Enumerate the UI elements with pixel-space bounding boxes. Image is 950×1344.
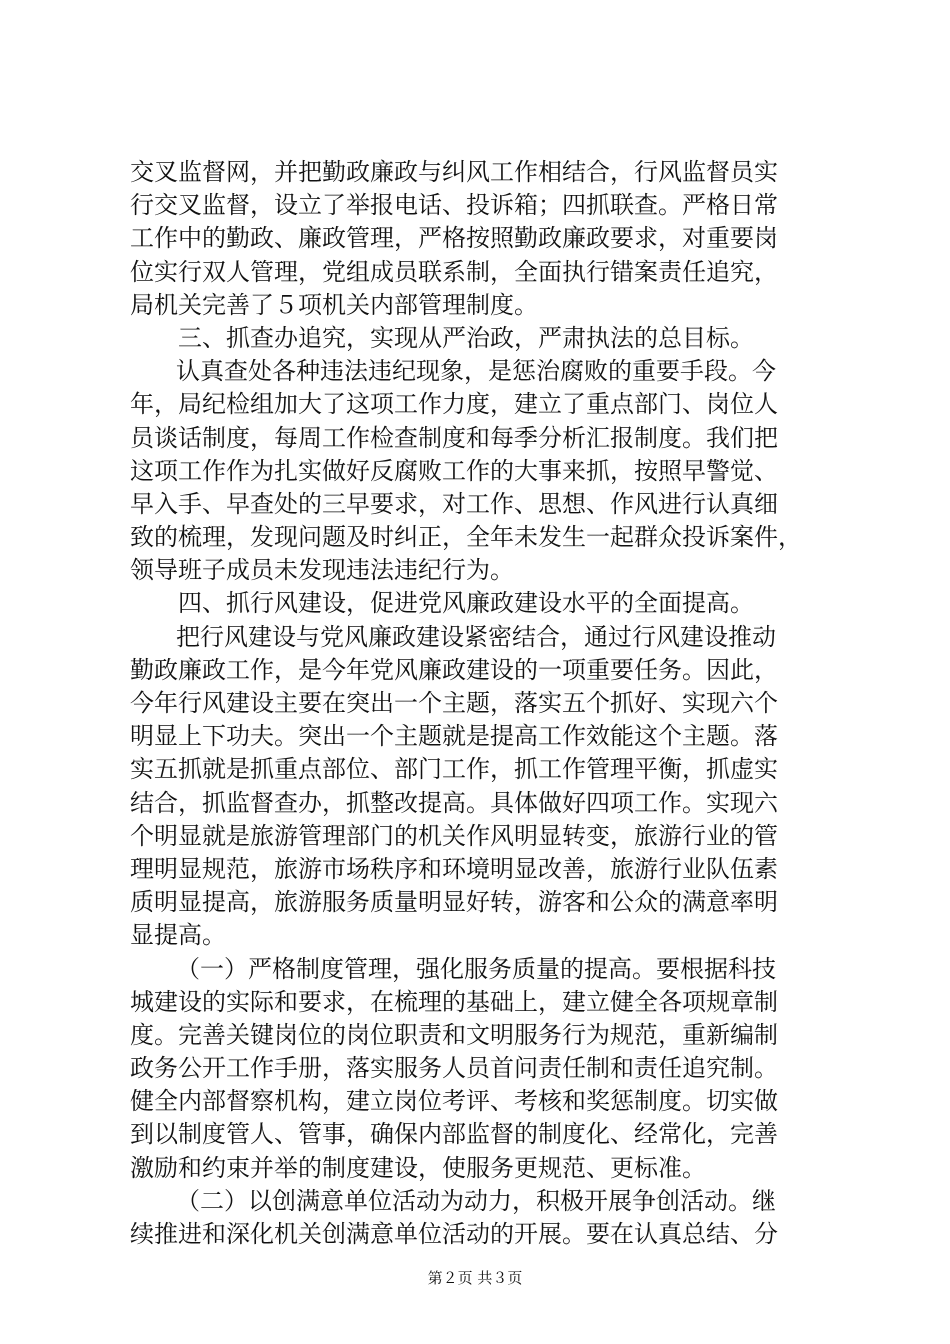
subsection-heading-2: （二）以创满意单位活动为动力，积极开展争创活动。继 [176, 1186, 776, 1215]
text-line: 年，局纪检组加大了这项工作力度，建立了重点部门、岗位人 [130, 390, 778, 419]
text-line: 个明显就是旅游管理部门的机关作风明显转变，旅游行业的管 [130, 821, 778, 850]
text-line: 早入手、早查处的三早要求，对工作、思想、作风进行认真细 [130, 489, 778, 518]
text-line: 交叉监督网，并把勤政廉政与纠风工作相结合，行风监督员实 [130, 158, 778, 186]
text-line: 显提高。 [130, 921, 226, 950]
text-line: 度。完善关键岗位的岗位职责和文明服务行为规范，重新编制 [130, 1020, 778, 1049]
section-heading-3: 三、抓查办追究，实现从严治政，严肃执法的总目标。 [178, 323, 754, 352]
text-line: 理明显规范，旅游市场秩序和环境明显改善，旅游行业队伍素 [130, 854, 778, 883]
page-number-footer: 第２页 共３页 [427, 1269, 523, 1287]
text-line: 行交叉监督，设立了举报电话、投诉箱；四抓联查。严格日常 [130, 191, 778, 220]
text-line: 今年行风建设主要在突出一个主题，落实五个抓好、实现六个 [130, 689, 778, 717]
text-line: 工作中的勤政、廉政管理，严格按照勤政廉政要求，对重要岗 [130, 224, 778, 253]
text-line: 结合，抓监督查办，抓整改提高。具体做好四项工作。实现六 [130, 788, 778, 817]
text-line: 把行风建设与党风廉政建设紧密结合，通过行风建设推动 [176, 622, 776, 651]
text-line: 这项工作作为扎实做好反腐败工作的大事来抓，按照早警觉、 [130, 456, 778, 485]
subsection-heading-1: （一）严格制度管理，强化服务质量的提高。要根据科技 [176, 954, 776, 983]
document-body [130, 156, 820, 1251]
text-line: 到以制度管人、管事，确保内部监督的制度化、经常化，完善 [130, 1120, 778, 1149]
text-line: 局机关完善了５项机关内部管理制度。 [130, 290, 538, 319]
text-line: 员谈话制度，每周工作检查制度和每季分析汇报制度。我们把 [130, 423, 778, 452]
text-line: 认真查处各种违法违纪现象，是惩治腐败的重要手段。今 [176, 357, 776, 386]
text-line: 城建设的实际和要求，在梳理的基础上，建立健全各项规章制 [130, 987, 778, 1016]
text-line: 政务公开工作手册，落实服务人员首问责任制和责任追究制。 [130, 1054, 778, 1083]
text-line: 质明显提高，旅游服务质量明显好转，游客和公众的满意率明 [130, 888, 778, 917]
text-line: 明显上下功夫。突出一个主题就是提高工作效能这个主题。落 [130, 722, 778, 751]
section-heading-4: 四、抓行风建设，促进党风廉政建设水平的全面提高。 [178, 589, 754, 618]
text-line: 位实行双人管理，党组成员联系制，全面执行错案责任追究， [130, 257, 778, 286]
text-line: 实五抓就是抓重点部位、部门工作，抓工作管理平衡，抓虚实 [130, 755, 778, 784]
text-line: 续推进和深化机关创满意单位活动的开展。要在认真总结、分 [130, 1220, 778, 1248]
text-line: 激励和约束并举的制度建设，使服务更规范、更标准。 [130, 1153, 706, 1182]
text-line: 领导班子成员未发现违法违纪行为。 [130, 556, 514, 585]
text-line: 致的梳理，发现问题及时纠正，全年未发生一起群众投诉案件， [130, 523, 802, 552]
text-line: 健全内部督察机构，建立岗位考评、考核和奖惩制度。切实做 [130, 1087, 778, 1116]
text-line: 勤政廉政工作，是今年党风廉政建设的一项重要任务。因此， [130, 655, 778, 684]
